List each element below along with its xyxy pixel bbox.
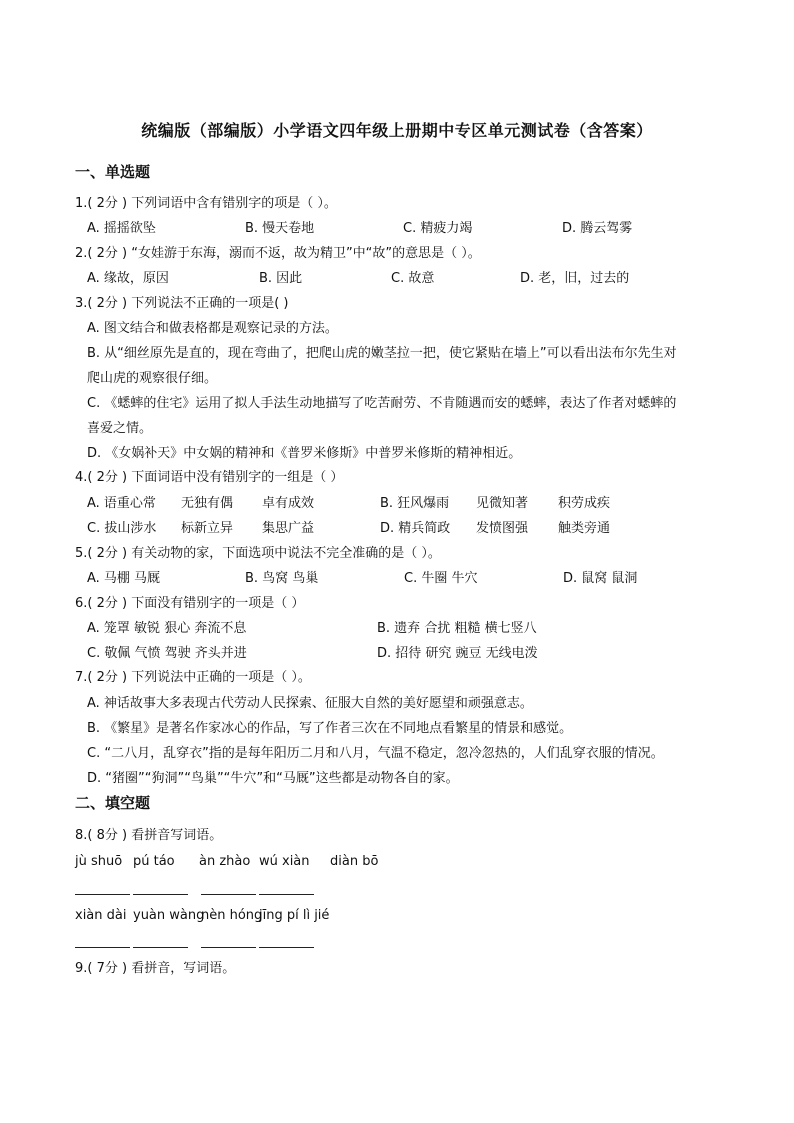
question-7-stem: 7.( 2分 ) 下列说法中正确的一项是（ ）。: [75, 670, 311, 685]
question-4-option-d-word1: D. 精兵简政: [380, 521, 451, 536]
question-4-option-b-word2: 见微知著: [476, 496, 529, 511]
question-3-option-b-line2: 爬山虎的观察很仔细。: [87, 371, 218, 386]
pinyin-item: nèn hóng: [201, 908, 263, 923]
answer-blank[interactable]: [259, 894, 314, 895]
question-1-option-c: C. 精疲力竭: [403, 221, 473, 236]
question-6-stem: 6.( 2分 ) 下面没有错别字的一项是（ ）: [75, 596, 305, 611]
question-1-option-b: B. 慢天卷地: [245, 221, 315, 236]
answer-blank[interactable]: [201, 894, 256, 895]
question-6-option-c: C. 敬佩 气愤 驾驶 齐头并进: [87, 646, 247, 661]
answer-blank[interactable]: [75, 894, 130, 895]
question-4-stem: 4.( 2分 ) 下面词语中没有错别字的一组是（ ）: [75, 470, 344, 485]
pinyin-item: diàn bō: [330, 854, 379, 869]
question-3-option-c-line2: 喜爱之情。: [87, 421, 153, 436]
question-4-option-a-word2: 无独有偶: [181, 496, 234, 511]
answer-blank[interactable]: [133, 894, 188, 895]
answer-blank[interactable]: [201, 947, 256, 948]
question-6-option-b: B. 遗弃 合扰 粗糙 横七竖八: [377, 621, 537, 636]
question-4-option-b-word1: B. 狂风爆雨: [380, 496, 450, 511]
question-1-option-a: A. 摇摇欲坠: [87, 221, 156, 236]
question-4-option-d-word2: 发愤图强: [476, 521, 529, 536]
question-4-option-c-word3: 集思广益: [262, 521, 315, 536]
pinyin-item: pú táo: [133, 854, 175, 869]
question-2-stem: 2.( 2分 ) “女娃游于东海，溺而不返，故为精卫”中“故”的意思是（ ）。: [75, 246, 481, 261]
question-4-option-d-word3: 触类旁通: [558, 521, 611, 536]
pinyin-item: xiàn dài: [75, 908, 127, 923]
answer-blank[interactable]: [75, 947, 130, 948]
question-2-option-d: D. 老，旧，过去的: [520, 271, 630, 286]
question-2-option-c: C. 故意: [391, 271, 435, 286]
question-7-option-d: D. “猪圈”“狗洞”“鸟巢”“牛穴”和“马厩”这些都是动物各自的家。: [87, 771, 459, 786]
question-3-option-c-line1: C. 《蟋蟀的住宅》运用了拟人手法生动地描写了吃苦耐劳、不肯随遇而安的蟋蟀，表达了作者对蟋蟀的: [87, 396, 677, 411]
question-4-option-c-word2: 标新立异: [181, 521, 234, 536]
section-heading-fill-in: 二、填空题: [75, 794, 151, 812]
question-1-option-d: D. 腾云驾雾: [562, 221, 633, 236]
question-7-option-c: C. “二八月，乱穿衣”指的是每年阳历二月和八月，气温不稳定，忽冷忽热的，人们乱穿衣服的情况。: [87, 746, 664, 761]
section-heading-single-choice: 一、单选题: [75, 163, 151, 181]
pinyin-item: jīng pí lì jié: [259, 908, 330, 923]
question-4-option-c-word1: C. 拔山涉水: [87, 521, 157, 536]
question-5-option-c: C. 牛圈 牛穴: [404, 571, 478, 586]
question-6-option-d: D. 招待 研究 豌豆 无线电泼: [377, 646, 538, 661]
question-4-option-a-word3: 卓有成效: [262, 496, 315, 511]
question-2-option-a: A. 缘故，原因: [87, 271, 169, 286]
answer-blank[interactable]: [133, 947, 188, 948]
question-3-option-d: D. 《女娲补天》中女娲的精神和《普罗米修斯》中普罗米修斯的精神相近。: [87, 446, 522, 461]
pinyin-item: àn zhào: [199, 854, 251, 869]
pinyin-item: yuàn wàng: [133, 908, 205, 923]
question-6-option-a: A. 笼罩 敏锐 狠心 奔流不息: [87, 621, 247, 636]
question-3-stem: 3.( 2分 ) 下列说法不正确的一项是( ): [75, 296, 289, 311]
question-2-option-b: B. 因此: [259, 271, 303, 286]
question-5-stem: 5.( 2分 ) 有关动物的家，下面选项中说法不完全准确的是（ ）。: [75, 546, 441, 561]
question-5-option-b: B. 鸟窝 鸟巢: [245, 571, 319, 586]
pinyin-item: jù shuō: [75, 854, 123, 869]
question-7-option-a: A. 神话故事大多表现古代劳动人民探索、征服大自然的美好愿望和顽强意志。: [87, 696, 533, 711]
question-8-stem: 8.( 8分 ) 看拼音写词语。: [75, 828, 223, 843]
question-4-option-a-word1: A. 语重心常: [87, 496, 156, 511]
question-1-stem: 1.( 2分 ) 下列词语中含有错别字的项是（ ）。: [75, 196, 337, 211]
page-title: 统编版（部编版）小学语文四年级上册期中专区单元测试卷（含答案）: [141, 121, 653, 140]
answer-blank[interactable]: [259, 947, 314, 948]
pinyin-item: wú xiàn: [259, 854, 310, 869]
question-4-option-b-word3: 积劳成疾: [558, 496, 611, 511]
question-5-option-d: D. 鼠窝 鼠洞: [563, 571, 638, 586]
question-5-option-a: A. 马棚 马厩: [87, 571, 161, 586]
question-7-option-b: B. 《繁星》是著名作家冰心的作品，写了作者三次在不同地点看繁星的情景和感觉。: [87, 721, 573, 736]
question-3-option-a: A. 图文结合和做表格都是观察记录的方法。: [87, 321, 338, 336]
question-3-option-b-line1: B. 从“细丝原先是直的，现在弯曲了，把爬山虎的嫩茎拉一把，使它紧贴在墙上”可以看出法布尔先生对: [87, 346, 677, 361]
question-9-stem: 9.( 7分 ) 看拼音，写词语。: [75, 961, 236, 976]
